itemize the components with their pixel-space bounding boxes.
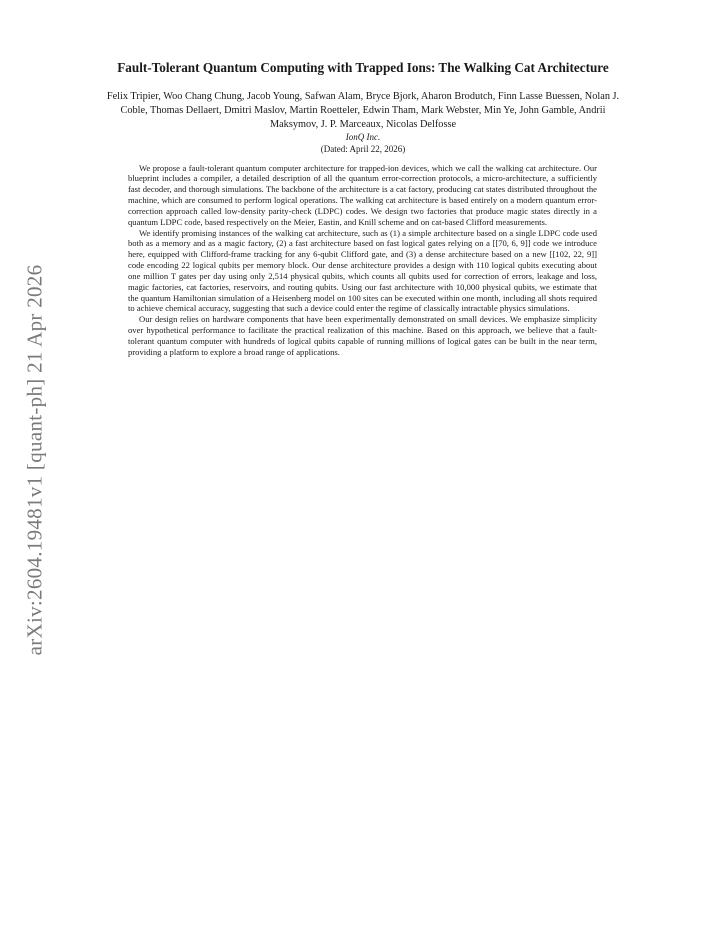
abstract-paragraph-2: We identify promising instances of the walking cat architecture, such as (1) a simple architecture based on a single LDPC code used both as a memory and as a magic factory, (2) a fast architecture based on fast logical gates relying on a [[70, 6, 9]] code we introduce here, equipped with Clifford-frame tracking for any 6-qubit Clifford gate, and (3) a dense architecture based on a new [[102, 22, 9]] code encoding 22 logical qubits per memory block. Our dense architecture provides a design with 110 logical qubits executing about one million T gates per day using only 2,514 physical qubits, which counts all qubits used for correction of errors, leakage and loss, magic factories, cat factories, reservoirs, and routing qubits. Using our fast architecture with 10,000 physical qubits, we estimate that the quantum Hamiltonian simulation of a Heisenberg model on 100 sites can be executed within one month, including all shots required to achieve chemical accuracy, suggesting that such a device could enter the regime of classically intractable physics simulations. xyxy=(128,227,597,314)
arxiv-identifier: arXiv:2604.19481v1 [quant-ph] 21 Apr 2026 xyxy=(22,264,47,656)
abstract-paragraph-1: We propose a fault-tolerant quantum computer architecture for trapped-ion devices, which we call the walking cat architecture. Our blueprint includes a compiler, a detailed description of all the quantum error-correction protocols, a micro-architecture, a sufficiently fast decoder, and thorough simulations. The backbone of the architecture is a cat factory, producing cat states distributed throughout the machine, which are consumed to perform logical operations. The walking cat architecture is based entirely on a modern quantum error-correction approach called low-density parity-check (LDPC) codes. We design two factories that produce magic states directly in a quantum LDPC code, based respectively on the Meier, Eastin, and Knill scheme and on cat-based Clifford measurements. xyxy=(128,162,597,227)
abstract-paragraph-3: Our design relies on hardware components that have been experimentally demonstrated on small devices. We emphasize simplicity over hypothetical performance to facilitate the practical realization of this machine. Based on this approach, we believe that a fault-tolerant quantum computer with hundreds of logical qubits capable of running millions of logical gates can be built in the near term, providing a platform to explore a broad range of applications. xyxy=(128,314,597,357)
abstract xyxy=(128,163,597,358)
date-line: (Dated: April 22, 2026) xyxy=(320,143,406,154)
author-list: Felix Tripier, Woo Chang Chung, Jacob Young, Safwan Alam, Bryce Bjork, Aharon Brodutch, Finn Lasse Buessen, Nolan J. Coble, Thomas Dellaert, Dmitri Maslov, Martin Roetteler, Edwin Tham, Mark Webster, Min Ye, John Gamble, Andrii Maksymov, J. P. Marceaux, Nicolas Delfosse xyxy=(106,90,620,130)
affiliation: IonQ Inc. xyxy=(345,131,381,142)
paper-title: Fault-Tolerant Quantum Computing with Trapped Ions: The Walking Cat Architecture xyxy=(117,60,609,75)
paper-first-page xyxy=(105,60,621,358)
